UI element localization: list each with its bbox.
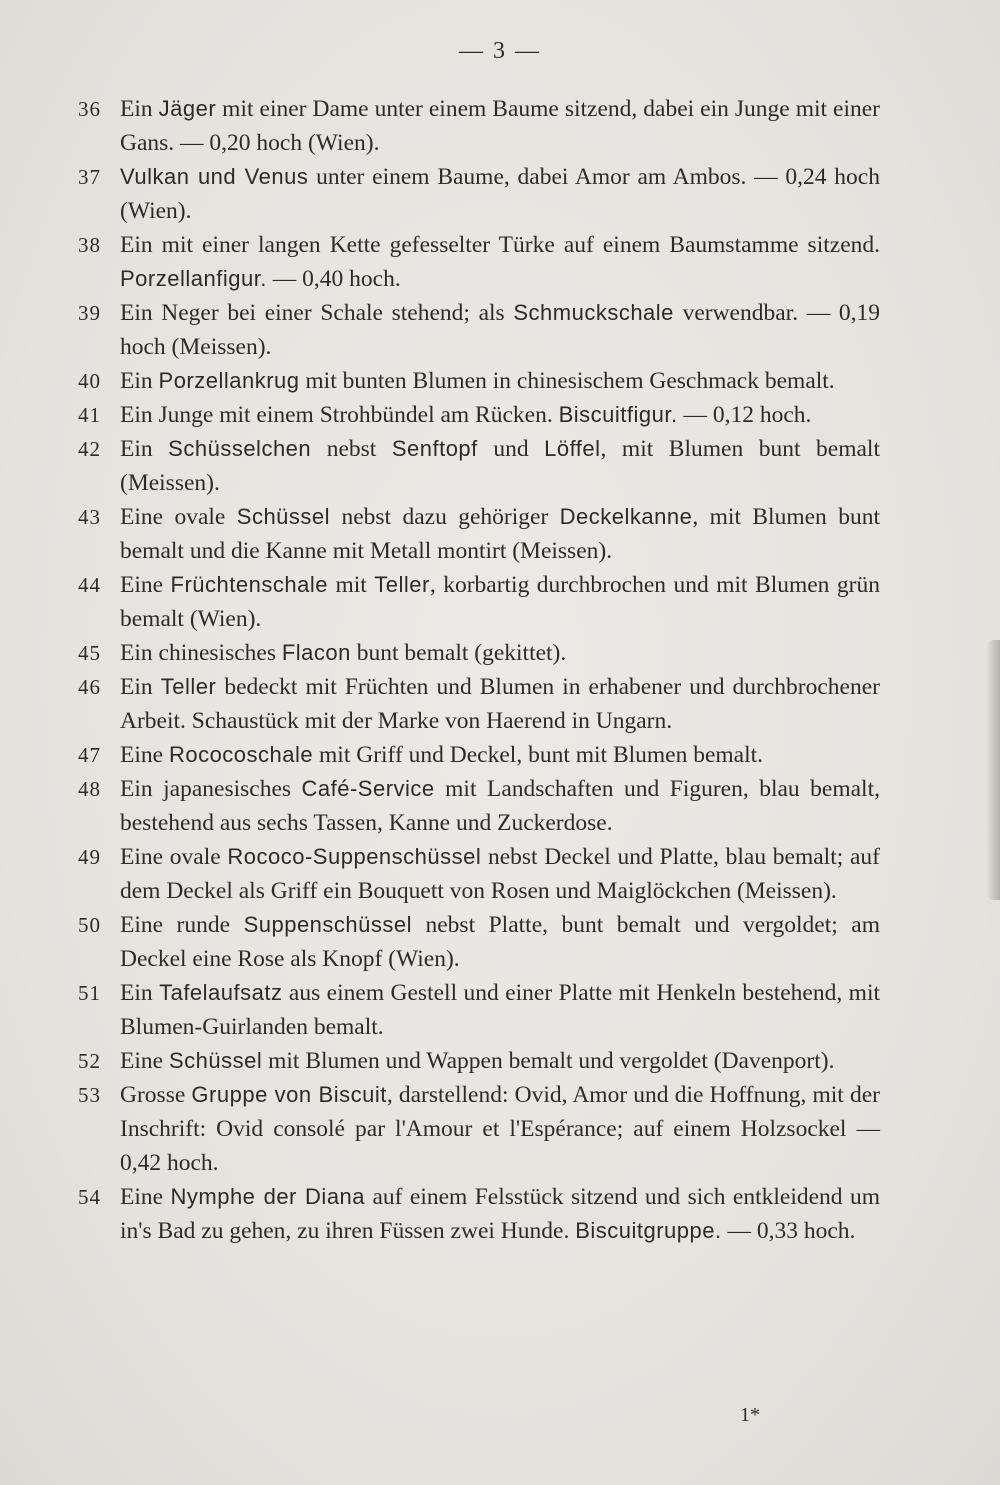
entry-text-segment: mit Landschaften und Figuren, blau bemalt, bestehend aus sechs Tassen, Kanne und Zuckerdose.	[120, 776, 880, 836]
catalog-entry	[78, 772, 880, 840]
entry-text	[120, 908, 880, 976]
entry-text	[120, 398, 880, 432]
entry-text	[120, 1078, 880, 1180]
entry-text-segment: nebst dazu gehöriger	[330, 504, 560, 530]
catalog-entry	[78, 738, 880, 772]
entry-text-segment: Ein chinesisches	[120, 640, 282, 666]
highlighted-term: Jäger	[158, 96, 217, 121]
highlighted-term: Rococoschale	[168, 742, 314, 767]
entry-number: 36	[78, 97, 101, 121]
catalog-entry	[78, 976, 880, 1044]
entry-number: 44	[78, 573, 101, 597]
entry-text-segment: verwendbar. — 0,19 hoch (Meissen).	[120, 300, 880, 360]
entry-text	[120, 364, 880, 398]
entry-text	[120, 432, 880, 500]
entry-number: 38	[78, 233, 101, 257]
entry-text-segment: Grosse	[120, 1082, 192, 1108]
entry-text-segment: mit Blumen und Wappen bemalt und vergoldet (Davenport).	[262, 1048, 835, 1074]
catalog-entry	[78, 92, 880, 160]
highlighted-term: Teller	[160, 674, 217, 699]
catalog-entry	[78, 1044, 880, 1078]
entry-text-segment: Ein	[120, 368, 159, 394]
catalog-entry	[78, 568, 880, 636]
entry-number: 50	[78, 913, 101, 937]
catalog-entry	[78, 500, 880, 568]
entry-number: 41	[78, 403, 101, 427]
highlighted-term: Porzellanfigur.	[120, 266, 267, 291]
signature-mark: 1*	[740, 1404, 760, 1426]
entry-text-segment: nebst Platte, bunt bemalt und vergoldet; am Deckel eine Rose als Knopf (Wien).	[120, 912, 880, 972]
entry-text-segment: Ein	[120, 96, 159, 122]
entry-text-segment: , mit Blumen bunt bemalt (Meissen).	[120, 436, 880, 496]
entry-text-segment: , darstellend: Ovid, Amor und die Hoffnung, mit der Inschrift: Ovid consolé par l'Amour et l'Espérance; auf einem Holzsockel — 0,42 hoch.	[120, 1082, 880, 1176]
entry-text-segment: bedeckt mit Früchten und Blumen in erhabener und durchbrochener Arbeit. Schaustück mit der Marke von Haerend in Ungarn.	[120, 674, 880, 734]
highlighted-term: Vulkan und Venus	[120, 164, 309, 189]
highlighted-term: Biscuitfigur.	[558, 402, 678, 427]
highlighted-term: Tafelaufsatz	[159, 980, 283, 1005]
highlighted-term: Suppenschüssel	[243, 912, 413, 937]
entry-text-segment: , mit Blumen bunt bemalt und die Kanne mit Metall montirt (Meissen).	[120, 504, 880, 564]
entry-text-segment: nebst Deckel und Platte, blau bemalt; auf dem Deckel als Griff ein Bouquett von Rosen und Maiglöckchen (Meissen).	[120, 844, 880, 904]
catalog-entry	[78, 432, 880, 500]
entry-text-segment: Ein japanesisches	[120, 776, 302, 802]
highlighted-term: Nymphe der Diana	[170, 1184, 366, 1209]
entry-text	[120, 1180, 880, 1248]
entry-text-segment: Ein Junge mit einem Strohbündel am Rücken.	[120, 402, 559, 428]
entry-list	[78, 92, 880, 1248]
entry-text-segment: Eine	[120, 742, 169, 768]
page-edge-shadow	[986, 640, 1000, 900]
entry-text	[120, 976, 880, 1044]
entry-text-segment: Eine	[120, 1184, 171, 1210]
highlighted-term: Schüssel	[236, 504, 331, 529]
entry-text-segment: nebst	[311, 436, 392, 462]
highlighted-term: Teller	[374, 572, 430, 597]
entry-text-segment: Eine runde	[120, 912, 244, 938]
entry-number: 52	[78, 1049, 101, 1073]
entry-text	[120, 840, 880, 908]
highlighted-term: Deckelkanne	[559, 504, 693, 529]
catalog-entry	[78, 228, 880, 296]
entry-text-segment: mit bunten Blumen in chinesischem Geschmack bemalt.	[299, 368, 835, 394]
entry-text-segment: Eine ovale	[120, 844, 228, 870]
entry-text	[120, 500, 880, 568]
entry-text	[120, 160, 880, 228]
entry-text	[120, 92, 880, 160]
entry-text-segment: mit Griff und Deckel, bunt mit Blumen bemalt.	[313, 742, 764, 768]
entry-text-segment: Eine	[120, 1048, 169, 1074]
catalog-entry	[78, 670, 880, 738]
entry-number: 42	[78, 437, 101, 461]
entry-text-segment: mit	[327, 572, 375, 598]
entry-text-segment: — 0,33 hoch.	[721, 1218, 856, 1244]
entry-text-segment: aus einem Gestell und einer Platte mit Henkeln bestehend, mit Blumen-Guirlanden bemalt.	[120, 980, 880, 1040]
entry-text	[120, 670, 880, 738]
entry-number: 51	[78, 981, 101, 1005]
entry-text-segment: bunt bemalt (gekittet).	[350, 640, 567, 666]
highlighted-term: Café-Service	[301, 776, 435, 801]
catalog-entry	[78, 636, 880, 670]
highlighted-term: Senftopf	[391, 436, 478, 461]
entry-number: 47	[78, 743, 101, 767]
entry-number: 53	[78, 1083, 101, 1107]
highlighted-term: Biscuitgruppe.	[575, 1218, 722, 1243]
entry-number: 49	[78, 845, 101, 869]
entry-text	[120, 1044, 880, 1078]
page-number: — 3 —	[459, 38, 541, 64]
catalog-entry	[78, 160, 880, 228]
entry-text	[120, 228, 880, 296]
entry-number: 40	[78, 369, 101, 393]
entry-text-segment: Ein Neger bei einer Schale stehend; als	[120, 300, 514, 326]
catalog-entry	[78, 364, 880, 398]
highlighted-term: Gruppe von Biscuit	[191, 1082, 387, 1107]
entry-text-segment: Eine	[120, 572, 171, 598]
entry-text-segment: und	[477, 436, 545, 462]
entry-text	[120, 738, 880, 772]
entry-text-segment: — 0,40 hoch.	[266, 266, 401, 292]
catalog-entry	[78, 398, 880, 432]
entry-number: 46	[78, 675, 101, 699]
entry-text-segment: , korbartig durchbrochen und mit Blumen grün bemalt (Wien).	[120, 572, 880, 632]
entry-text-segment: mit einer Dame unter einem Baume sitzend, dabei ein Junge mit einer Gans. — 0,20 hoch (Wien).	[120, 96, 880, 156]
catalog-entry	[78, 840, 880, 908]
entry-number: 48	[78, 777, 101, 801]
entry-number: 43	[78, 505, 101, 529]
entry-text	[120, 568, 880, 636]
catalog-entry	[78, 1180, 880, 1248]
entry-text-segment: Ein mit einer langen Kette gefesselter Türke auf einem Baumstamme sitzend.	[120, 232, 880, 258]
catalog-entry	[78, 1078, 880, 1180]
catalog-entry	[78, 296, 880, 364]
entry-text-segment: Ein	[120, 436, 169, 462]
highlighted-term: Rococo-Suppenschüssel	[227, 844, 482, 869]
entry-number: 45	[78, 641, 101, 665]
entry-number: 37	[78, 165, 101, 189]
entry-text-segment: Eine ovale	[120, 504, 237, 530]
entry-number: 39	[78, 301, 101, 325]
entry-text	[120, 296, 880, 364]
entry-number: 54	[78, 1185, 101, 1209]
entry-text-segment: unter einem Baume, dabei Amor am Ambos. — 0,24 hoch (Wien).	[120, 164, 880, 224]
highlighted-term: Flacon	[281, 640, 351, 665]
entry-text-segment: Ein	[120, 674, 161, 700]
catalog-entry	[78, 908, 880, 976]
highlighted-term: Porzellankrug	[158, 368, 300, 393]
entry-text-segment: — 0,12 hoch.	[677, 402, 812, 428]
entry-text	[120, 636, 880, 670]
entry-text	[120, 772, 880, 840]
highlighted-term: Löffel	[544, 436, 601, 461]
highlighted-term: Früchtenschale	[170, 572, 328, 597]
entry-text-segment: auf einem Felsstück sitzend und sich entkleidend um in's Bad zu gehen, zu ihren Füssen zwei Hunde.	[120, 1184, 880, 1244]
highlighted-term: Schüssel	[168, 1048, 263, 1073]
highlighted-term: Schmuckschale	[513, 300, 674, 325]
entry-text-segment: Ein	[120, 980, 160, 1006]
highlighted-term: Schüsselchen	[168, 436, 312, 461]
